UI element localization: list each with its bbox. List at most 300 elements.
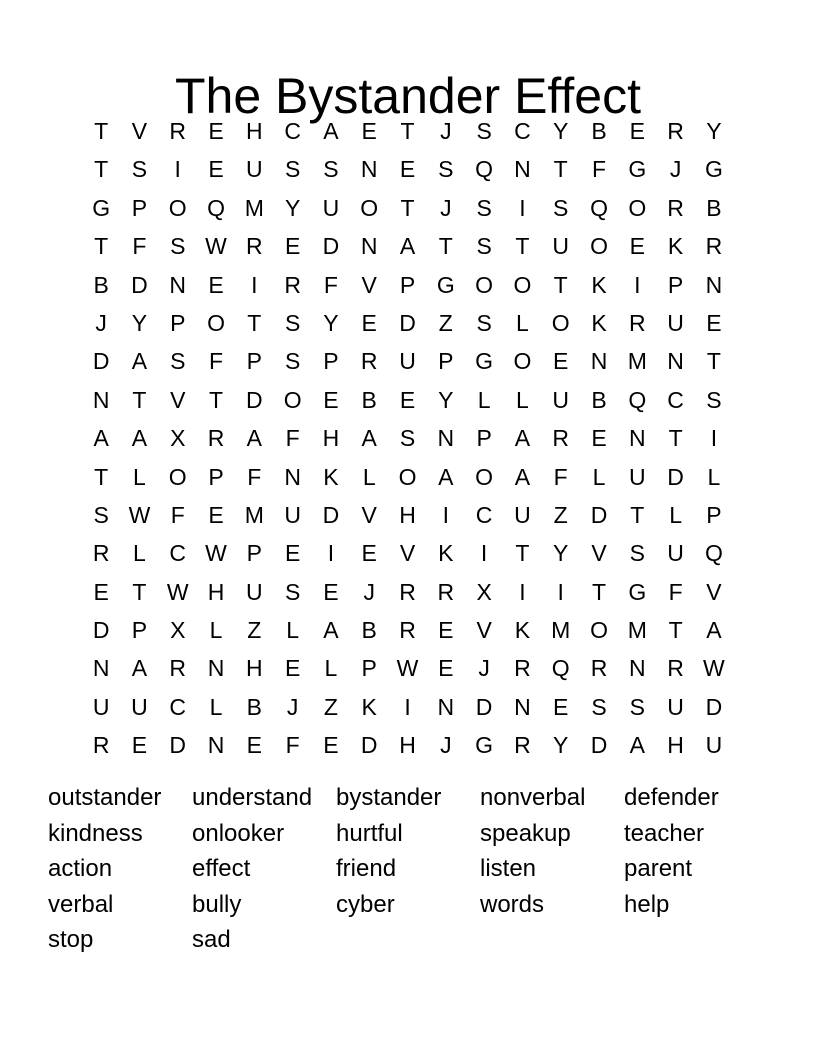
grid-letter[interactable]: L: [133, 463, 146, 490]
grid-letter[interactable]: S: [323, 156, 339, 183]
grid-letter[interactable]: R: [207, 425, 225, 452]
grid-letter[interactable]: I: [404, 693, 411, 720]
grid-letter[interactable]: G: [436, 271, 455, 298]
grid-letter[interactable]: O: [207, 309, 225, 336]
grid-letter[interactable]: A: [514, 425, 531, 452]
grid-letter[interactable]: X: [476, 578, 492, 605]
grid-letter[interactable]: R: [552, 425, 570, 452]
grid-letter[interactable]: U: [552, 386, 570, 413]
grid-letter[interactable]: D: [475, 693, 493, 720]
grid-letter[interactable]: E: [399, 386, 416, 413]
grid-letter[interactable]: E: [438, 655, 454, 682]
grid-letter[interactable]: H: [246, 118, 263, 144]
grid-letter[interactable]: A: [399, 233, 416, 260]
grid-letter[interactable]: L: [286, 617, 300, 644]
grid-letter[interactable]: R: [437, 578, 455, 605]
grid-letter[interactable]: E: [361, 540, 377, 567]
grid-letter[interactable]: Y: [438, 386, 454, 413]
word-list-item: verbal: [48, 890, 114, 918]
grid-letter[interactable]: W: [166, 578, 189, 605]
grid-letter[interactable]: D: [92, 348, 110, 375]
grid-letter[interactable]: R: [514, 655, 531, 682]
grid-letter[interactable]: F: [553, 463, 568, 490]
grid-letter[interactable]: Y: [553, 732, 569, 759]
grid-letter[interactable]: I: [174, 156, 181, 183]
grid-letter[interactable]: U: [131, 693, 148, 720]
grid-letter[interactable]: T: [630, 501, 645, 528]
grid-letter[interactable]: Z: [553, 501, 568, 528]
grid-letter[interactable]: X: [170, 425, 186, 452]
grid-letter[interactable]: P: [323, 348, 339, 375]
grid-letter[interactable]: N: [514, 156, 531, 183]
grid-letter[interactable]: D: [399, 309, 416, 336]
grid-letter[interactable]: U: [246, 156, 263, 183]
grid-letter[interactable]: N: [628, 655, 646, 682]
grid-letter[interactable]: Y: [553, 540, 569, 567]
grid-letter[interactable]: G: [92, 194, 111, 221]
grid-letter[interactable]: I: [327, 540, 335, 567]
grid-letter[interactable]: J: [363, 578, 375, 605]
grid-letter[interactable]: J: [478, 655, 490, 682]
grid-letter[interactable]: M: [551, 617, 571, 644]
grid-letter[interactable]: P: [131, 617, 148, 644]
grid-letter[interactable]: K: [514, 617, 531, 644]
grid-letter[interactable]: K: [323, 463, 339, 490]
grid-letter[interactable]: O: [590, 617, 608, 644]
grid-letter[interactable]: R: [667, 194, 684, 221]
grid-letter[interactable]: K: [361, 693, 377, 720]
grid-letter[interactable]: D: [169, 732, 187, 759]
grid-letter[interactable]: V: [131, 118, 148, 144]
grid-letter[interactable]: S: [706, 386, 722, 413]
grid-letter[interactable]: N: [590, 348, 608, 375]
grid-letter[interactable]: U: [514, 501, 531, 528]
grid-letter[interactable]: U: [552, 233, 570, 260]
grid-letter[interactable]: R: [169, 655, 187, 682]
grid-letter[interactable]: N: [92, 386, 110, 413]
grid-letter[interactable]: Y: [323, 309, 339, 336]
grid-letter[interactable]: Q: [628, 386, 647, 413]
grid-letter[interactable]: R: [667, 118, 684, 144]
grid-letter[interactable]: E: [399, 156, 416, 183]
grid-letter[interactable]: Y: [284, 194, 301, 221]
grid-letter[interactable]: H: [246, 655, 263, 682]
grid-letter[interactable]: O: [475, 463, 494, 490]
grid-letter[interactable]: L: [209, 617, 223, 644]
grid-letter[interactable]: T: [591, 578, 607, 605]
grid-letter[interactable]: E: [284, 540, 301, 567]
grid-letter[interactable]: I: [251, 271, 258, 298]
grid-letter[interactable]: W: [205, 540, 227, 567]
grid-letter[interactable]: O: [168, 463, 187, 490]
grid-letter[interactable]: E: [284, 233, 301, 260]
grid-letter[interactable]: E: [629, 118, 645, 144]
grid-letter[interactable]: A: [131, 655, 148, 682]
grid-letter[interactable]: V: [170, 386, 186, 413]
grid-letter[interactable]: A: [514, 463, 531, 490]
grid-letter[interactable]: P: [361, 655, 377, 682]
grid-letter[interactable]: U: [628, 463, 646, 490]
grid-letter[interactable]: S: [131, 156, 148, 183]
grid-letter[interactable]: A: [93, 425, 109, 452]
grid-letter[interactable]: P: [399, 271, 416, 298]
grid-letter[interactable]: U: [399, 348, 416, 375]
grid-letter[interactable]: T: [94, 233, 109, 260]
grid-letter[interactable]: A: [706, 617, 722, 644]
grid-letter[interactable]: K: [591, 271, 607, 298]
grid-letter[interactable]: K: [438, 540, 454, 567]
grid-letter[interactable]: E: [246, 732, 262, 759]
grid-letter[interactable]: I: [710, 425, 718, 452]
grid-letter[interactable]: O: [513, 271, 532, 298]
grid-letter[interactable]: B: [93, 271, 109, 298]
grid-letter[interactable]: L: [516, 386, 529, 413]
grid-letter[interactable]: D: [360, 732, 378, 759]
grid-letter[interactable]: I: [519, 194, 526, 221]
grid-letter[interactable]: D: [92, 617, 110, 644]
grid-letter[interactable]: V: [399, 540, 416, 567]
grid-letter[interactable]: O: [398, 463, 417, 490]
grid-letter[interactable]: D: [667, 463, 684, 490]
grid-letter[interactable]: V: [591, 540, 607, 567]
grid-letter[interactable]: D: [705, 693, 723, 720]
grid-letter[interactable]: D: [322, 233, 340, 260]
grid-letter[interactable]: R: [705, 233, 723, 260]
grid-letter[interactable]: K: [667, 233, 684, 260]
grid-letter[interactable]: S: [170, 348, 186, 375]
grid-letter[interactable]: B: [361, 386, 377, 413]
grid-letter[interactable]: L: [362, 463, 376, 490]
grid-letter[interactable]: Y: [706, 118, 722, 144]
grid-letter[interactable]: I: [480, 540, 488, 567]
grid-letter[interactable]: T: [247, 309, 262, 336]
grid-letter[interactable]: S: [476, 309, 492, 336]
grid-letter[interactable]: E: [361, 118, 377, 144]
grid-letter[interactable]: C: [667, 386, 684, 413]
grid-letter[interactable]: O: [475, 271, 494, 298]
grid-letter[interactable]: T: [400, 194, 415, 221]
grid-letter[interactable]: V: [361, 501, 377, 528]
grid-letter[interactable]: L: [516, 309, 529, 336]
grid-letter[interactable]: R: [92, 540, 110, 567]
grid-letter[interactable]: C: [284, 118, 301, 144]
grid-letter[interactable]: A: [131, 425, 148, 452]
grid-letter[interactable]: N: [667, 348, 684, 375]
grid-letter[interactable]: W: [396, 655, 419, 682]
grid-letter[interactable]: N: [360, 156, 378, 183]
grid-letter[interactable]: U: [246, 578, 263, 605]
grid-letter[interactable]: B: [591, 386, 607, 413]
grid-letter[interactable]: N: [207, 732, 225, 759]
grid-letter[interactable]: T: [553, 271, 568, 298]
grid-letter[interactable]: N: [284, 463, 301, 490]
grid-letter[interactable]: Z: [438, 309, 453, 336]
grid-letter[interactable]: U: [284, 501, 301, 528]
grid-letter[interactable]: P: [170, 309, 186, 336]
grid-letter[interactable]: P: [246, 540, 262, 567]
grid-letter[interactable]: T: [515, 540, 530, 567]
grid-letter[interactable]: E: [706, 309, 722, 336]
grid-letter[interactable]: B: [246, 693, 262, 720]
grid-letter[interactable]: T: [706, 348, 721, 375]
grid-letter[interactable]: T: [132, 386, 147, 413]
grid-letter[interactable]: G: [704, 156, 723, 183]
grid-letter[interactable]: R: [360, 348, 378, 375]
grid-letter[interactable]: L: [477, 386, 491, 413]
grid-letter[interactable]: E: [591, 425, 607, 452]
grid-letter[interactable]: A: [323, 617, 339, 644]
grid-letter[interactable]: T: [668, 617, 683, 644]
grid-letter[interactable]: S: [629, 540, 645, 567]
grid-letter[interactable]: C: [475, 501, 493, 528]
grid-letter[interactable]: M: [627, 348, 647, 375]
grid-letter[interactable]: T: [94, 118, 109, 144]
grid-letter[interactable]: B: [706, 194, 722, 221]
grid-letter[interactable]: W: [128, 501, 151, 528]
grid-letter[interactable]: L: [209, 693, 223, 720]
grid-letter[interactable]: U: [322, 194, 340, 221]
grid-letter[interactable]: F: [591, 156, 607, 183]
grid-letter[interactable]: E: [553, 348, 569, 375]
grid-letter[interactable]: H: [667, 732, 684, 759]
grid-letter[interactable]: W: [703, 655, 725, 682]
grid-letter[interactable]: J: [95, 309, 107, 336]
word-list-item: hurtful: [336, 819, 403, 847]
grid-letter[interactable]: D: [246, 386, 263, 413]
grid-letter[interactable]: G: [628, 156, 647, 183]
grid-letter[interactable]: M: [244, 501, 264, 528]
grid-letter[interactable]: E: [208, 271, 224, 298]
grid-letter[interactable]: V: [361, 271, 377, 298]
grid-letter[interactable]: L: [707, 463, 721, 490]
grid-letter[interactable]: F: [209, 348, 224, 375]
grid-letter[interactable]: A: [629, 732, 645, 759]
grid-letter[interactable]: N: [437, 693, 455, 720]
grid-letter[interactable]: E: [208, 118, 224, 144]
grid-letter[interactable]: S: [284, 348, 301, 375]
word-list-item: kindness: [48, 819, 143, 847]
grid-letter[interactable]: F: [323, 271, 338, 298]
grid-letter[interactable]: O: [360, 194, 379, 221]
grid-letter[interactable]: E: [323, 578, 339, 605]
grid-letter[interactable]: P: [131, 194, 148, 221]
grid-letter[interactable]: E: [629, 233, 645, 260]
grid-letter[interactable]: E: [438, 617, 454, 644]
word-list-item: bully: [192, 890, 242, 918]
grid-letter[interactable]: A: [246, 425, 262, 452]
grid-letter[interactable]: Q: [704, 540, 723, 567]
grid-letter[interactable]: X: [170, 617, 186, 644]
grid-letter[interactable]: V: [476, 617, 492, 644]
grid-letter[interactable]: T: [400, 118, 415, 144]
grid-letter[interactable]: A: [131, 348, 148, 375]
grid-letter[interactable]: Z: [323, 693, 338, 720]
grid-letter[interactable]: R: [514, 732, 531, 759]
grid-letter[interactable]: R: [399, 578, 416, 605]
grid-letter[interactable]: Q: [207, 194, 225, 221]
grid-letter[interactable]: J: [669, 156, 682, 183]
grid-letter[interactable]: F: [170, 501, 185, 528]
grid-letter[interactable]: P: [706, 501, 722, 528]
grid-letter[interactable]: O: [551, 309, 570, 336]
grid-letter[interactable]: E: [361, 309, 377, 336]
grid-letter[interactable]: N: [92, 655, 110, 682]
grid-letter[interactable]: W: [205, 233, 227, 260]
grid-letter[interactable]: N: [628, 425, 646, 452]
grid-letter[interactable]: H: [399, 732, 416, 759]
grid-letter[interactable]: R: [284, 271, 301, 298]
grid-letter[interactable]: F: [668, 578, 683, 605]
grid-letter[interactable]: S: [170, 233, 186, 260]
grid-letter[interactable]: R: [246, 233, 263, 260]
grid-letter[interactable]: N: [705, 271, 723, 298]
grid-letter[interactable]: F: [285, 732, 300, 759]
grid-letter[interactable]: P: [438, 348, 454, 375]
grid-letter[interactable]: J: [440, 732, 452, 759]
grid-letter[interactable]: S: [399, 425, 416, 452]
grid-letter[interactable]: R: [399, 617, 416, 644]
grid-letter[interactable]: E: [208, 501, 224, 528]
grid-letter[interactable]: L: [669, 501, 682, 528]
grid-letter[interactable]: L: [133, 540, 146, 567]
grid-letter[interactable]: P: [476, 425, 492, 452]
grid-letter[interactable]: N: [207, 655, 225, 682]
grid-letter[interactable]: S: [476, 233, 492, 260]
grid-letter[interactable]: S: [284, 156, 301, 183]
grid-letter[interactable]: E: [284, 655, 301, 682]
grid-letter[interactable]: I: [442, 501, 450, 528]
grid-letter[interactable]: T: [132, 578, 147, 605]
grid-letter[interactable]: R: [667, 655, 684, 682]
grid-letter[interactable]: S: [284, 309, 301, 336]
grid-letter[interactable]: Y: [131, 309, 148, 336]
grid-letter[interactable]: Z: [247, 617, 262, 644]
grid-letter[interactable]: R: [590, 655, 608, 682]
grid-letter[interactable]: G: [628, 578, 647, 605]
grid-letter[interactable]: U: [667, 309, 684, 336]
grid-letter[interactable]: M: [244, 194, 264, 221]
grid-letter[interactable]: Q: [551, 655, 570, 682]
grid-letter[interactable]: T: [553, 156, 568, 183]
grid-letter[interactable]: O: [513, 348, 532, 375]
grid-letter[interactable]: B: [361, 617, 377, 644]
grid-letter[interactable]: O: [168, 194, 187, 221]
grid-letter[interactable]: T: [515, 233, 530, 260]
grid-letter[interactable]: H: [399, 501, 416, 528]
grid-letter[interactable]: O: [283, 386, 302, 413]
grid-letter[interactable]: E: [131, 732, 148, 759]
grid-letter[interactable]: S: [438, 156, 454, 183]
grid-letter[interactable]: H: [322, 425, 340, 452]
grid-letter[interactable]: R: [169, 118, 187, 144]
grid-letter[interactable]: O: [590, 233, 608, 260]
grid-letter[interactable]: I: [634, 271, 641, 298]
grid-letter[interactable]: P: [667, 271, 684, 298]
grid-letter[interactable]: S: [93, 501, 109, 528]
grid-letter[interactable]: F: [285, 425, 300, 452]
grid-letter[interactable]: E: [553, 693, 569, 720]
grid-letter[interactable]: E: [323, 386, 339, 413]
grid-letter[interactable]: C: [169, 540, 187, 567]
word-list-item: stop: [48, 926, 94, 953]
grid-letter[interactable]: S: [476, 118, 492, 144]
grid-letter[interactable]: T: [94, 156, 109, 183]
grid-letter[interactable]: J: [286, 693, 299, 720]
grid-letter[interactable]: H: [207, 578, 225, 605]
grid-letter[interactable]: N: [437, 425, 455, 452]
grid-letter[interactable]: S: [553, 194, 569, 221]
grid-letter[interactable]: L: [592, 463, 606, 490]
grid-letter[interactable]: P: [208, 463, 224, 490]
word-list: [48, 780, 768, 958]
grid-letter[interactable]: S: [476, 194, 492, 221]
grid-letter[interactable]: V: [706, 578, 722, 605]
grid-letter[interactable]: U: [667, 540, 684, 567]
puzzle-title: The Bystander Effect: [175, 67, 641, 124]
word-list-item: outstander: [48, 784, 162, 811]
word-list-item: words: [480, 890, 545, 918]
grid-letter[interactable]: U: [92, 693, 110, 720]
grid-letter[interactable]: C: [514, 118, 531, 144]
grid-letter[interactable]: E: [323, 732, 339, 759]
grid-letter[interactable]: B: [591, 118, 607, 144]
grid-letter[interactable]: F: [132, 233, 147, 260]
grid-letter[interactable]: E: [93, 578, 109, 605]
grid-letter[interactable]: Q: [590, 194, 608, 221]
grid-letter[interactable]: C: [169, 693, 187, 720]
grid-letter[interactable]: D: [322, 501, 340, 528]
grid-letter[interactable]: N: [360, 233, 378, 260]
grid-letter[interactable]: O: [628, 194, 647, 221]
grid-letter[interactable]: T: [668, 425, 683, 452]
grid-letter[interactable]: N: [514, 693, 531, 720]
grid-letter[interactable]: S: [629, 693, 645, 720]
grid-letter[interactable]: J: [440, 194, 452, 221]
grid-letter[interactable]: Q: [475, 156, 494, 183]
grid-letter[interactable]: U: [667, 693, 684, 720]
grid-letter[interactable]: K: [591, 309, 607, 336]
grid-letter[interactable]: R: [92, 732, 110, 759]
grid-letter[interactable]: M: [627, 617, 647, 644]
grid-letter[interactable]: T: [209, 386, 224, 413]
grid-letter[interactable]: A: [323, 118, 339, 144]
grid-letter[interactable]: E: [208, 156, 224, 183]
grid-letter[interactable]: G: [475, 348, 494, 375]
grid-letter[interactable]: A: [361, 425, 377, 452]
grid-letter[interactable]: S: [284, 578, 301, 605]
grid-letter[interactable]: R: [628, 309, 646, 336]
grid-letter[interactable]: S: [591, 693, 607, 720]
grid-letter[interactable]: L: [324, 655, 338, 682]
grid-letter[interactable]: T: [438, 233, 453, 260]
grid-letter[interactable]: J: [440, 118, 452, 144]
grid-letter[interactable]: I: [519, 578, 526, 605]
grid-letter[interactable]: F: [247, 463, 262, 490]
grid-letter[interactable]: U: [705, 732, 723, 759]
grid-letter[interactable]: I: [557, 578, 564, 605]
grid-letter[interactable]: Y: [553, 118, 569, 144]
grid-letter[interactable]: T: [94, 463, 109, 490]
grid-letter[interactable]: D: [590, 732, 608, 759]
grid-letter[interactable]: D: [590, 501, 608, 528]
grid-letter[interactable]: P: [246, 348, 262, 375]
grid-letter[interactable]: A: [438, 463, 454, 490]
word-list-item: friend: [336, 855, 397, 882]
grid-letter[interactable]: G: [475, 732, 494, 759]
word-list-item: help: [624, 890, 670, 918]
grid-letter[interactable]: N: [169, 271, 187, 298]
grid-letter[interactable]: D: [131, 271, 148, 298]
